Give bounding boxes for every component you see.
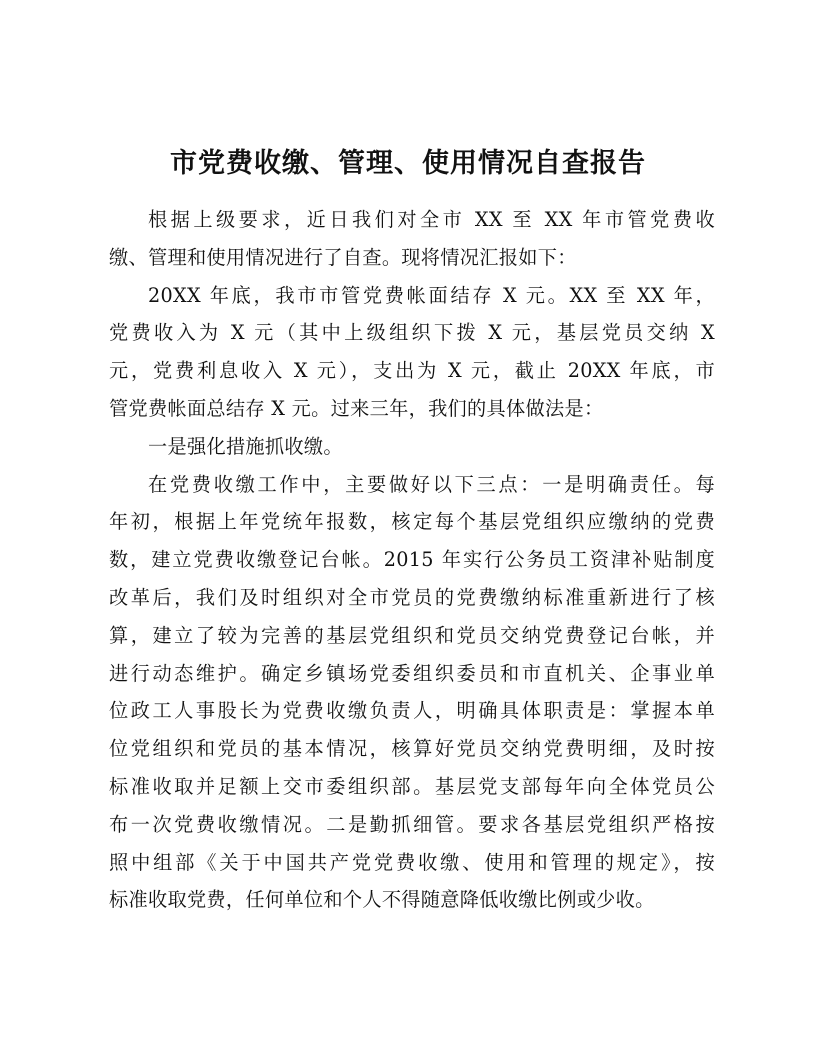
paragraph-line: 位党组织和党员的基本情况，核算好党员交纳党费明细，及时按 xyxy=(109,737,715,761)
paragraph-line: 布一次党费收缴情况。二是勤抓细管。要求各基层党组织严格按 xyxy=(109,812,715,836)
paragraph-line: 位政工人事股长为党费收缴负责人，明确具体职责是：掌握本单 xyxy=(109,699,715,723)
paragraph-line: 改革后，我们及时组织对全市党员的党费缴纳标准重新进行了核 xyxy=(109,585,715,609)
paragraph-line: 进行动态维护。确定乡镇场党委组织委员和市直机关、企事业单 xyxy=(109,661,715,685)
paragraph-line: 照中组部《关于中国共产党党费收缴、使用和管理的规定》，按 xyxy=(109,850,715,874)
paragraph-line: 缴、管理和使用情况进行了自查。现将情况汇报如下： xyxy=(109,245,577,269)
paragraph-line: 根据上级要求，近日我们对全市 XX 至 XX 年市管党费收 xyxy=(148,208,715,231)
paragraph-line: 标准收取党费，任何单位和个人不得随意降低收缴比例或少收。 xyxy=(109,888,655,912)
paragraph-line: 在党费收缴工作中，主要做好以下三点：一是明确责任。每 xyxy=(148,472,715,496)
paragraph-line: 20XX 年底，我市市管党费帐面结存 X 元。XX 至 XX 年， xyxy=(148,283,715,307)
document-title: 市党费收缴、管理、使用情况自查报告 xyxy=(170,148,646,179)
paragraph-line: 年初，根据上年党统年报数，核定每个基层党组织应缴纳的党费 xyxy=(109,510,715,534)
paragraph-line: 标准收取并足额上交市委组织部。基层党支部每年向全体党员公 xyxy=(109,774,715,798)
paragraph-line: 元，党费利息收入 X 元），支出为 X 元，截止 20XX 年底，市 xyxy=(109,359,715,383)
document-body xyxy=(109,201,715,919)
section-heading: 一是强化措施抓收缴。 xyxy=(148,434,343,458)
paragraph-line: 算，建立了较为完善的基层党组织和党员交纳党费登记台帐，并 xyxy=(109,623,715,647)
paragraph-line: 管党费帐面总结存 X 元。过来三年，我们的具体做法是： xyxy=(109,396,604,420)
paragraph-line: 数，建立党费收缴登记台帐。2015 年实行公务员工资津补贴制度 xyxy=(109,548,715,572)
paragraph-line: 党费收入为 X 元（其中上级组织下拨 X 元，基层党员交纳 X xyxy=(109,321,715,345)
